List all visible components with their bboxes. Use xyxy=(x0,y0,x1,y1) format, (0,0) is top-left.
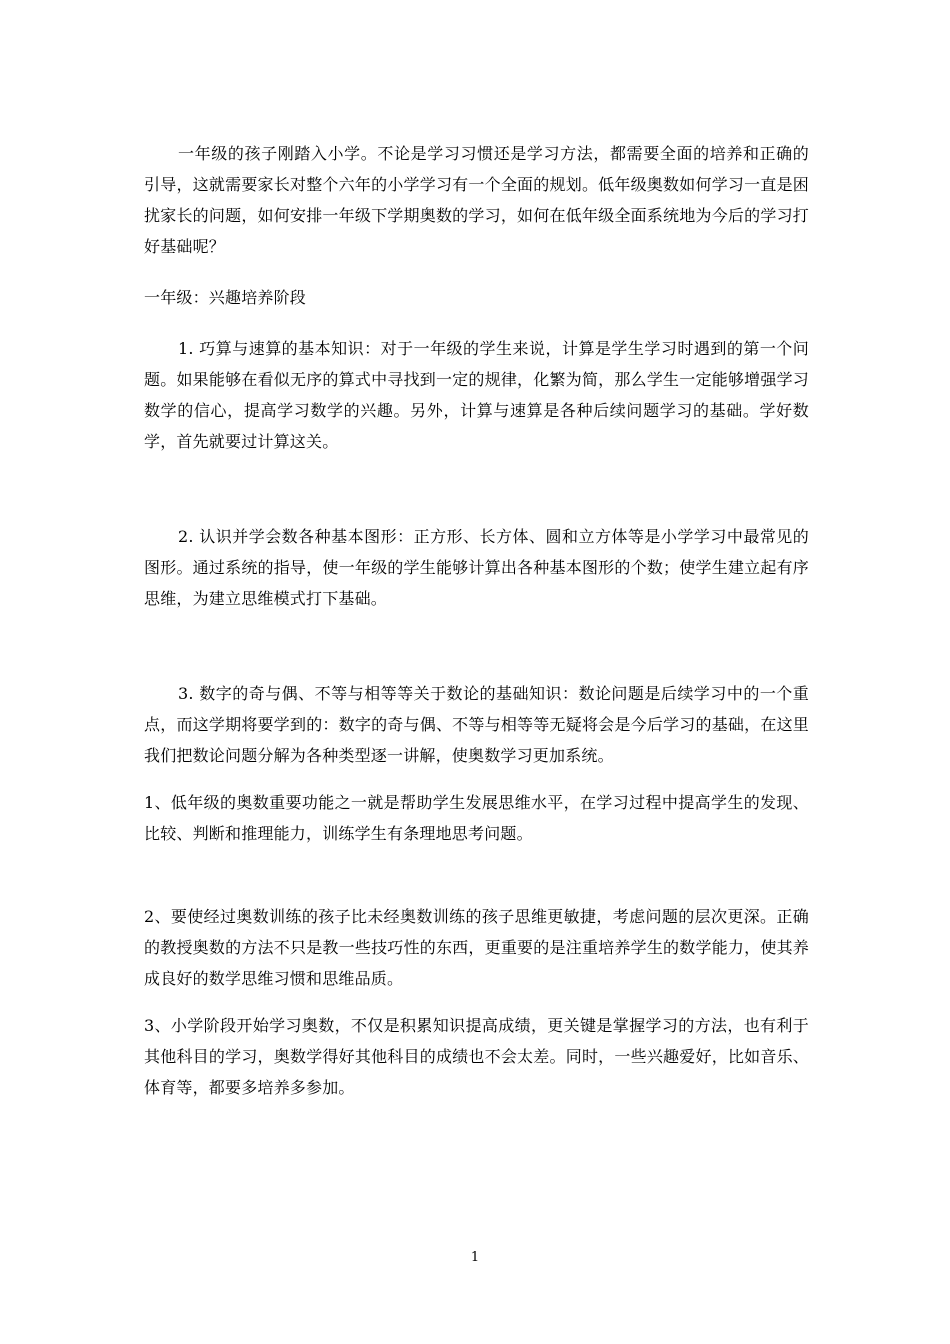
point-1-paragraph: 1. 巧算与速算的基本知识：对于一年级的学生来说，计算是学生学习时遇到的第一个问题。如果能够在看似无序的算式中寻找到一定的规律，化繁为简，那么学生一定能够增强学习数学的信心，提高学习数学的兴趣。另外，计算与速算是各种后续问题学习的基础。学好数学，首先就要过计算这关。 xyxy=(144,339,809,451)
note-2-paragraph: 2、要使经过奥数训练的孩子比未经奥数训练的孩子思维更敏捷，考虑问题的层次更深。正确的教授奥数的方法不只是教一些技巧性的东西，更重要的是注重培养学生的数学能力，使其养成良好的数学思维习惯和思维品质。 xyxy=(144,907,809,988)
point-2-paragraph: 2. 认识并学会数各种基本图形：正方形、长方体、圆和立方体等是小学学习中最常见的图形。通过系统的指导，使一年级的学生能够计算出各种基本图形的个数；使学生建立起有序思维，为建立思维模式打下基础。 xyxy=(144,527,809,608)
intro-paragraph: 一年级的孩子刚踏入小学。不论是学习习惯还是学习方法，都需要全面的培养和正确的引导，这就需要家长对整个六年的小学学习有一个全面的规划。低年级奥数如何学习一直是困扰家长的问题，如何安排一年级下学期奥数的学习，如何在低年级全面系统地为今后的学习打好基础呢？ xyxy=(144,144,809,256)
note-3-paragraph: 3、小学阶段开始学习奥数，不仅是积累知识提高成绩，更关键是掌握学习的方法，也有利于其他科目的学习，奥数学得好其他科目的成绩也不会太差。同时，一些兴趣爱好，比如音乐、体育等，都要多培养多参加。 xyxy=(144,1016,809,1097)
note-1-paragraph: 1、低年级的奥数重要功能之一就是帮助学生发展思维水平，在学习过程中提高学生的发现、比较、判断和推理能力，训练学生有条理地思考问题。 xyxy=(144,793,809,843)
section-heading: 一年级：兴趣培养阶段 xyxy=(144,288,307,307)
page-number: 1 xyxy=(470,1250,480,1265)
document-body xyxy=(144,138,809,1103)
point-3-paragraph: 3. 数字的奇与偶、不等与相等等关于数论的基础知识：数论问题是后续学习中的一个重点，而这学期将要学到的：数字的奇与偶、不等与相等等无疑将会是今后学习的基础，在这里我们把数论问题分解为各种类型逐一讲解，使奥数学习更加系统。 xyxy=(144,684,809,765)
